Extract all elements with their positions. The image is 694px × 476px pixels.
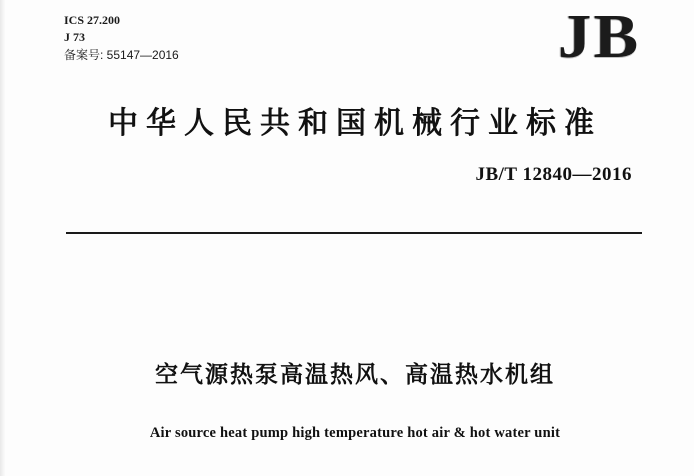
jb-logo: JB	[557, 3, 640, 71]
document-title-english: Air source heat pump high temperature hot air & hot water unit	[149, 425, 561, 441]
document-title-chinese: 空气源热泵高温热风、高温热水机组	[155, 361, 555, 387]
ics-code: ICS 27.200	[64, 13, 121, 27]
header-codes-block	[64, 12, 179, 64]
record-number: 备案号: 55147—2016	[64, 47, 179, 62]
standard-number: JB/T 12840—2016	[475, 164, 632, 185]
classification-code: J 73	[64, 30, 85, 45]
organization-title: 中华人民共和国机械行业标准	[108, 107, 602, 140]
horizontal-divider	[66, 232, 642, 234]
